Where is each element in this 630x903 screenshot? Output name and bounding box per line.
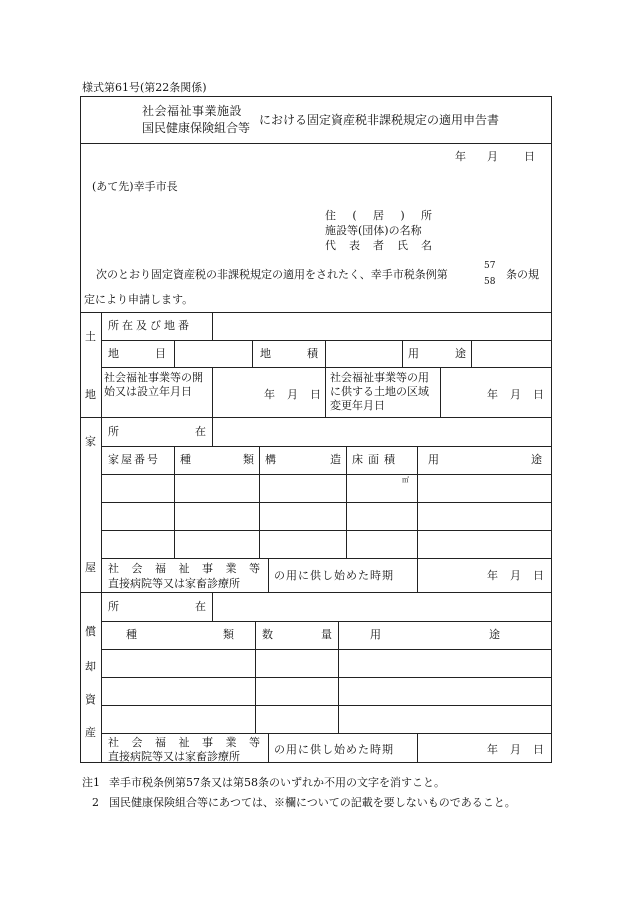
applicant-facility-label: 施設等(団体)の名称: [325, 224, 422, 237]
land-start-day: 日: [310, 388, 321, 401]
asset-use-header: 用 途: [370, 628, 500, 641]
house-table-row[interactable]: [102, 531, 550, 558]
land-area-label: 地 積: [260, 347, 318, 360]
asset-start-month: 月: [510, 743, 521, 756]
asset-section-label-4: 産: [85, 726, 96, 739]
floor-area-unit: ㎡: [402, 476, 409, 484]
asset-start-day: 日: [533, 743, 544, 756]
body-suffix: 条の規: [506, 268, 539, 281]
applicant-address-label: 住 ( 居 ) 所: [325, 209, 432, 222]
house-number-header: 家屋番号: [108, 453, 160, 466]
asset-quantity-header: 数 量: [262, 628, 332, 641]
asset-section-label-3: 資: [85, 693, 96, 706]
note-2-number: 2: [92, 796, 99, 809]
date-month: 月: [487, 150, 498, 163]
article-58: 58: [484, 277, 496, 287]
note-1-text: 幸手市税条例第57条又は第58条のいずれか不用の文字を消すこと。: [109, 776, 445, 789]
land-change-date-label: 社会福祉事業等の用に供する土地の区域変更年月日: [330, 371, 429, 412]
land-use-label: 用 途: [408, 347, 466, 360]
asset-kind-header: 種 類: [126, 628, 234, 641]
land-location-label: 所在及び地番: [108, 319, 192, 332]
house-start-day: 日: [533, 569, 544, 582]
house-table-row[interactable]: [102, 503, 550, 530]
land-section-label-1: 土: [85, 330, 96, 343]
land-start-month: 月: [287, 388, 298, 401]
house-section-label-2: 屋: [85, 561, 96, 574]
note-1-number: 注1: [82, 776, 100, 789]
title-line2: 国民健康保険組合等: [142, 121, 251, 135]
house-start-month: 月: [510, 569, 521, 582]
land-change-month: 月: [510, 388, 521, 401]
asset-section-label-2: 却: [85, 660, 96, 673]
land-change-year: 年: [487, 388, 498, 401]
asset-table-row[interactable]: [102, 706, 550, 733]
note-2-text: 国民健康保険組合等にあつては、※欄についての記載を要しないものであること。: [109, 796, 516, 809]
land-start-year: 年: [264, 388, 275, 401]
asset-location-label: 所 在: [108, 600, 206, 613]
asset-facility-label-2: 直接病院等又は家畜診療所: [108, 750, 240, 763]
house-section-label-1: 家: [85, 435, 96, 448]
asset-facility-label-1: 社 会 福 祉 事 業 等: [108, 736, 260, 749]
title-rest: における固定資産税非課税規定の適用申告書: [259, 113, 500, 127]
applicant-rep-label: 代 表 者 氏 名: [325, 239, 432, 252]
date-day: 日: [524, 150, 535, 163]
land-change-day: 日: [533, 388, 544, 401]
house-structure-header: 構 造: [265, 453, 341, 466]
asset-start-year: 年: [487, 743, 498, 756]
house-table-row[interactable]: [102, 475, 550, 502]
title-line1: 社会福祉事業施設: [142, 104, 243, 118]
house-start-year: 年: [487, 569, 498, 582]
body-text: 次のとおり固定資産税の非課税規定の適用をされたく、幸手市税条例第: [96, 268, 448, 281]
date-year: 年: [455, 150, 466, 163]
land-section-label-2: 地: [85, 388, 96, 401]
addressee: (あて先)幸手市長: [92, 180, 178, 193]
house-use-header: 用 途: [428, 453, 542, 466]
asset-table-row[interactable]: [102, 678, 550, 705]
article-57: 57: [484, 261, 496, 271]
body-text-line2: 定により申請します。: [84, 293, 194, 306]
asset-table-row[interactable]: [102, 650, 550, 677]
house-facility-label-1: 社 会 福 祉 事 業 等: [108, 562, 260, 575]
asset-section-label-1: 償: [85, 625, 96, 638]
house-start-use-label: の用に供し始めた時期: [274, 569, 394, 582]
house-facility-label-2: 直接病院等又は家畜診療所: [108, 577, 240, 590]
house-floor-area-header: 床面積: [352, 453, 400, 466]
land-chimoku-label: 地 目: [108, 347, 166, 360]
asset-start-use-label: の用に供し始めた時期: [274, 743, 394, 756]
house-kind-header: 種 類: [180, 453, 254, 466]
form-number: 様式第61号(第22条関係): [82, 81, 207, 94]
land-start-date-label: 社会福祉事業等の開始又は設立年月日: [104, 371, 203, 398]
house-location-label: 所 在: [108, 425, 206, 438]
